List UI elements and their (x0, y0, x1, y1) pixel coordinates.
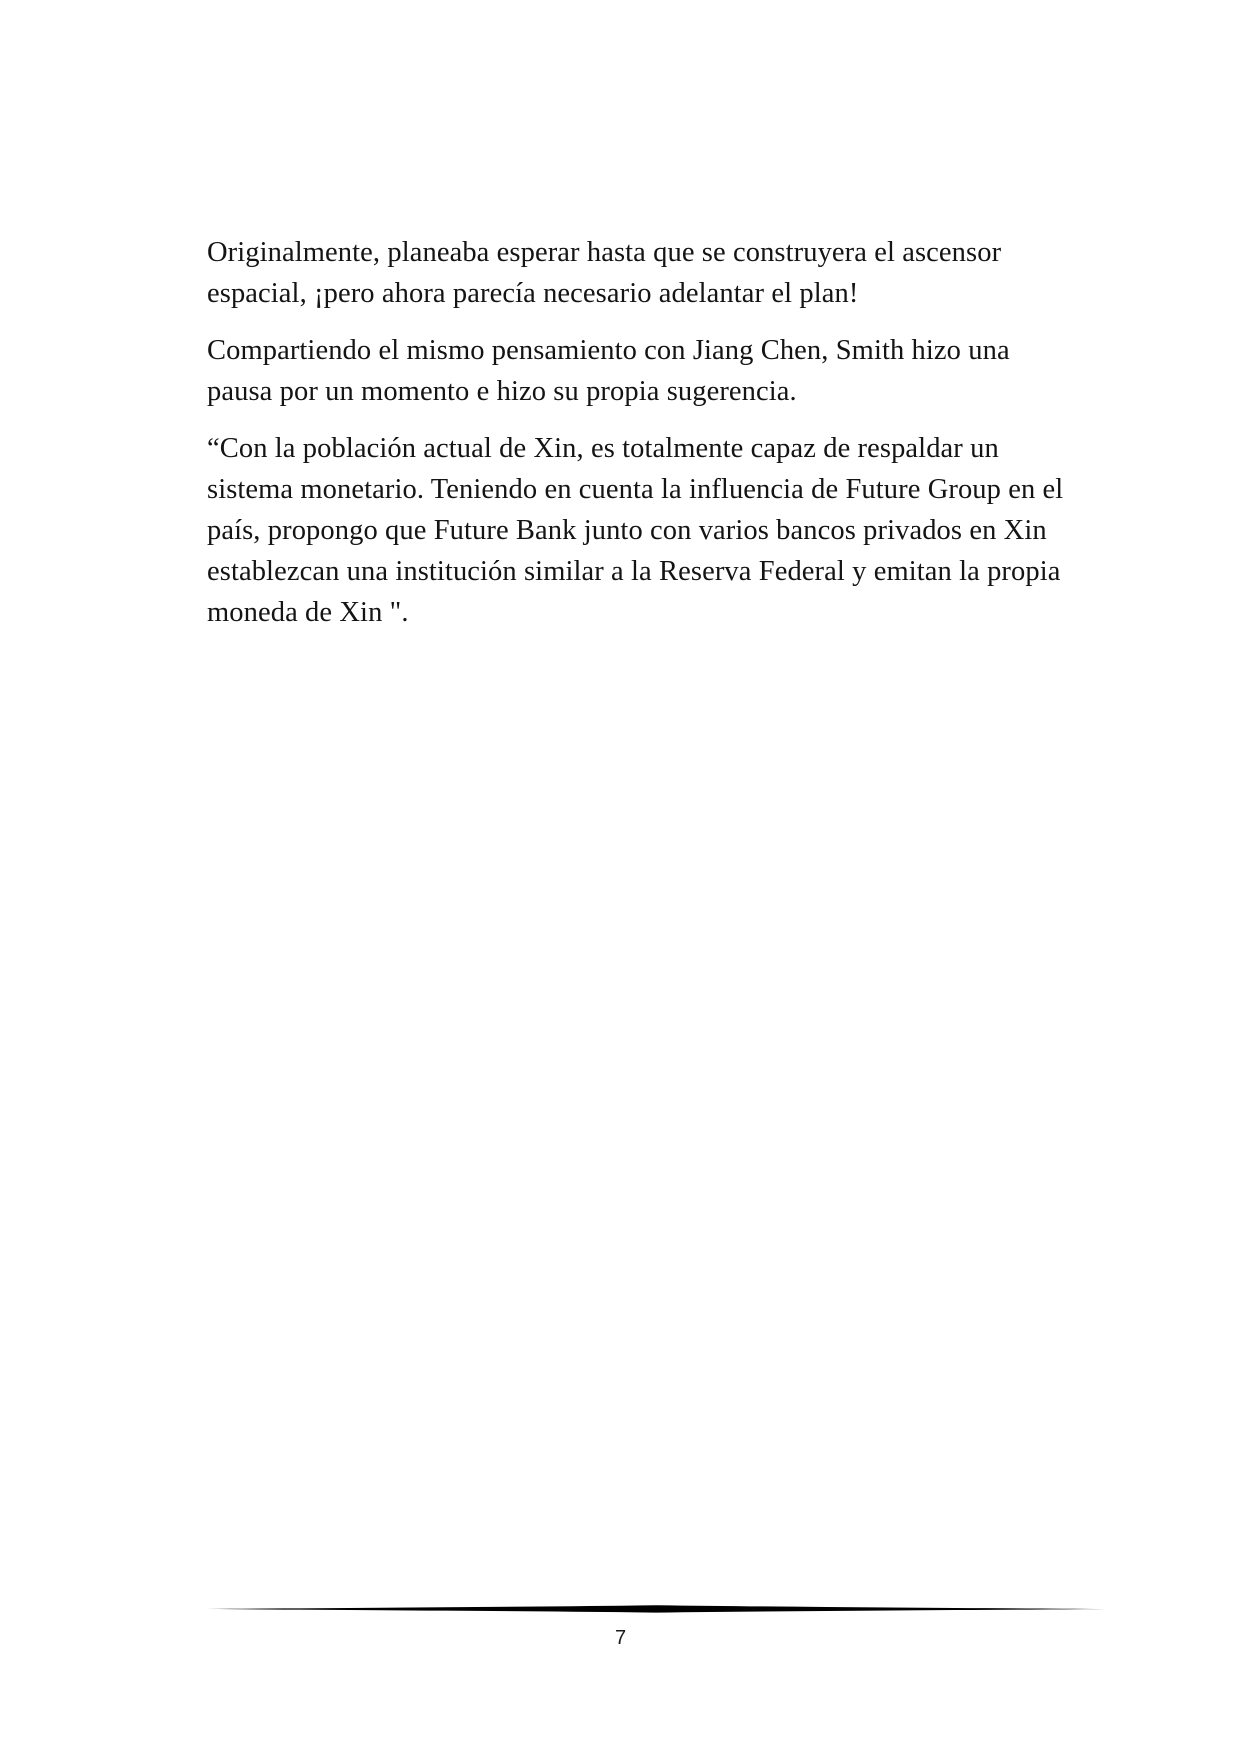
page-number: 7 (614, 1627, 627, 1649)
paragraph-1: Originalmente, planeaba esperar hasta que se construyera el ascensor espacial, ¡pero ahora parecía necesario adelantar el plan! (207, 237, 1002, 309)
paragraph-2: Compartiendo el mismo pensamiento con Jiang Chen, Smith hizo una pausa por un momento e hizo su propia sugerencia. (207, 335, 1010, 407)
paragraph-3: “Con la población actual de Xin, es totalmente capaz de respaldar un sistema monetario. Teniendo en cuenta la influencia de Future Group en el país, propongo que Future Bank junto con varios bancos privados en Xin establezcan una institución similar a la Reserva Federal y emitan la propia moneda de Xin ". (207, 433, 1064, 628)
body-text (207, 232, 1077, 649)
footer-divider-shape (207, 1605, 1105, 1612)
footer-divider-rule (207, 1603, 1105, 1615)
